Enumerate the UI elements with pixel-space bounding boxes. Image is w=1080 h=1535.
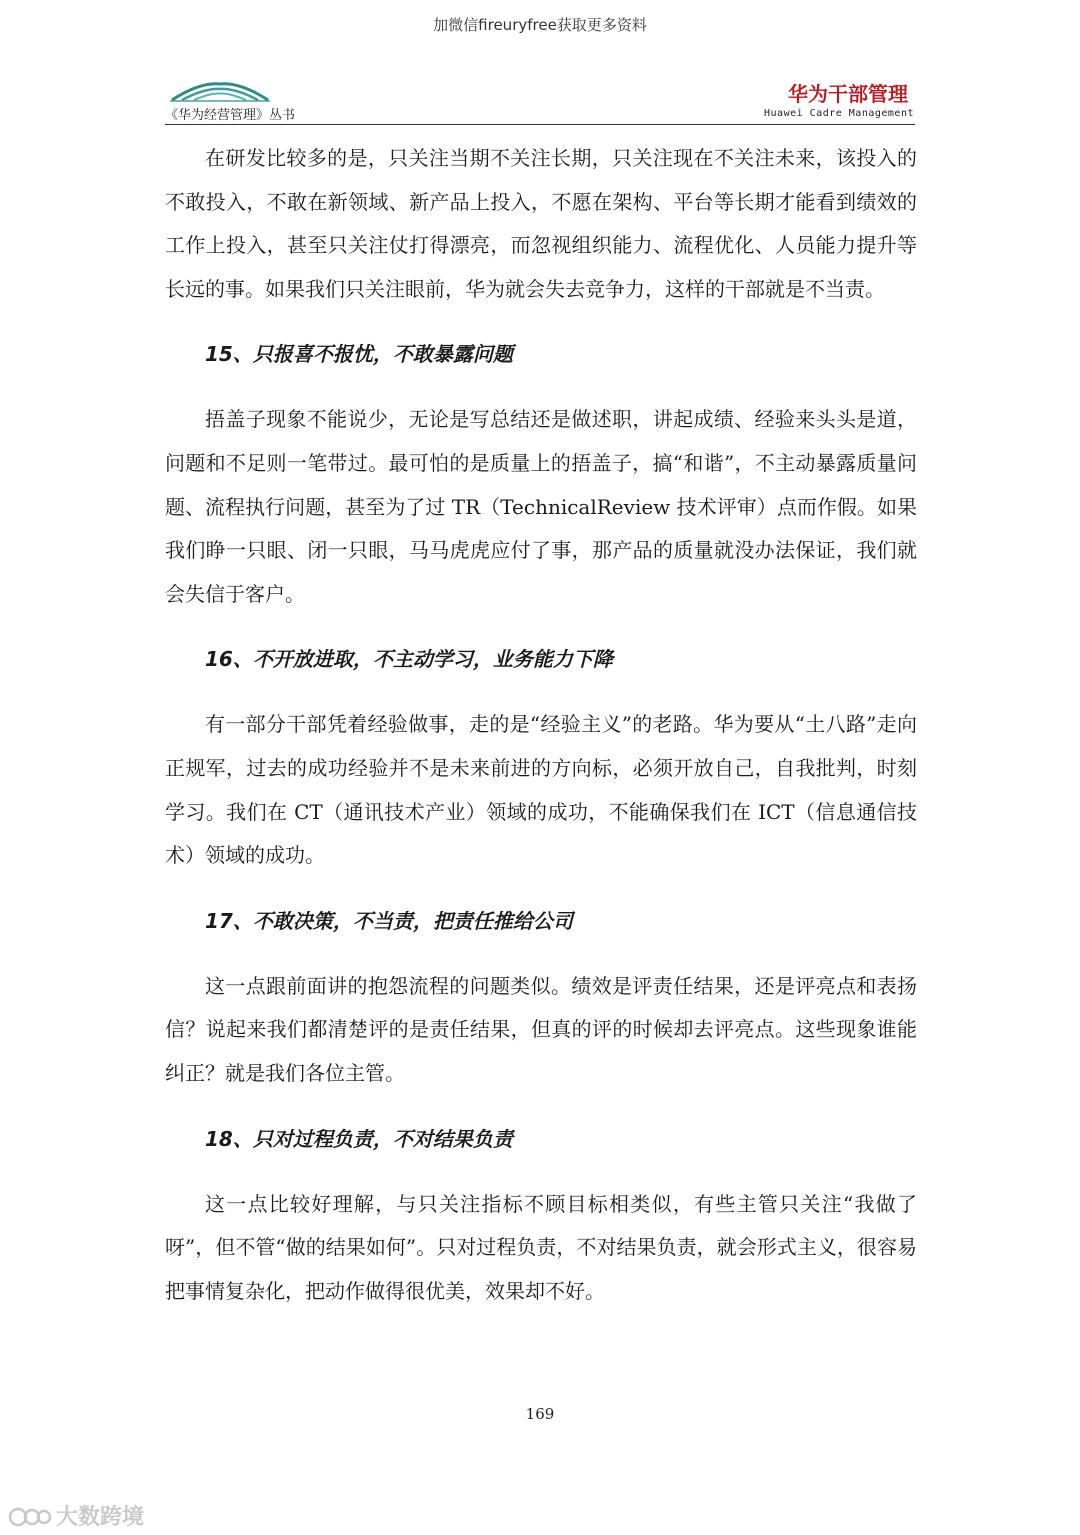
- top-note: 加微信fireuryfree获取更多资料: [433, 16, 647, 34]
- paragraph: 捂盖子现象不能说少，无论是写总结还是做述职，讲起成绩、经验来头头是道，问题和不足则一笔带过。最可怕的是质量上的捂盖子，搞“和谐”，不主动暴露质量问题、流程执行问题，甚至为了过 TR（TechnicalReview 技术评审）点而作假。如果我们睁一只眼、闭一只眼，马马虎虎应付了事，那产品的质量就没办法保证，我们就会失信于客户。: [165, 407, 917, 606]
- section-heading-15: 15、只报喜不报忧，不敢暴露问题: [205, 342, 513, 367]
- book-series-label: 《华为经营管理》丛书: [165, 108, 296, 123]
- page-number: 169: [525, 1405, 555, 1423]
- brand-title: 华为干部管理: [788, 82, 908, 106]
- paragraph: 有一部分干部凭着经验做事，走的是“经验主义”的老路。华为要从“土八路”走向正规军，过去的成功经验并不是未来前进的方向标，必须开放自己，自我批判，时刻学习。我们在 CT（通讯技术产业）领域的成功，不能确保我们在 ICT（信息通信技术）领域的成功。: [165, 712, 917, 868]
- brand-subtitle: Huawei Cadre Management: [764, 108, 914, 119]
- paragraph: 这一点比较好理解，与只关注指标不顾目标相类似，有些主管只关注“我做了呀”，但不管“做的结果如何”。只对过程负责，不对结果负责，就会形式主义，很容易把事情复杂化，把动作做得很优美，效果却不好。: [165, 1191, 917, 1303]
- watermark: [8, 1500, 144, 1531]
- watermark-logo-icon: [8, 1503, 52, 1529]
- header-rule: [165, 124, 915, 125]
- section-heading-18: 18、只对过程负责，不对结果负责: [205, 1126, 513, 1151]
- page-content: [165, 137, 917, 1313]
- huawei-logo-icon: [170, 78, 270, 104]
- watermark-text: 大数跨境: [56, 1505, 145, 1530]
- paragraph: 在研发比较多的是，只关注当期不关注长期，只关注现在不关注未来，该投入的不敢投入，不敢在新领域、新产品上投入，不愿在架构、平台等长期才能看到绩效的工作上投入，甚至只关注仗打得漂亮，而忽视组织能力、流程优化、人员能力提升等长远的事。如果我们只关注眼前，华为就会失去竞争力，这样的干部就是不当责。: [165, 146, 917, 301]
- section-heading-17: 17、不敢决策，不当责，把责任推给公司: [205, 908, 573, 933]
- section-heading-16: 16、不开放进取，不主动学习，业务能力下降: [205, 647, 613, 672]
- paragraph: 这一点跟前面讲的抱怨流程的问题类似。绩效是评责任结果，还是评亮点和表扬信？说起来我们都清楚评的是责任结果，但真的评的时候却去评亮点。这些现象谁能纠正？就是我们各位主管。: [165, 973, 917, 1085]
